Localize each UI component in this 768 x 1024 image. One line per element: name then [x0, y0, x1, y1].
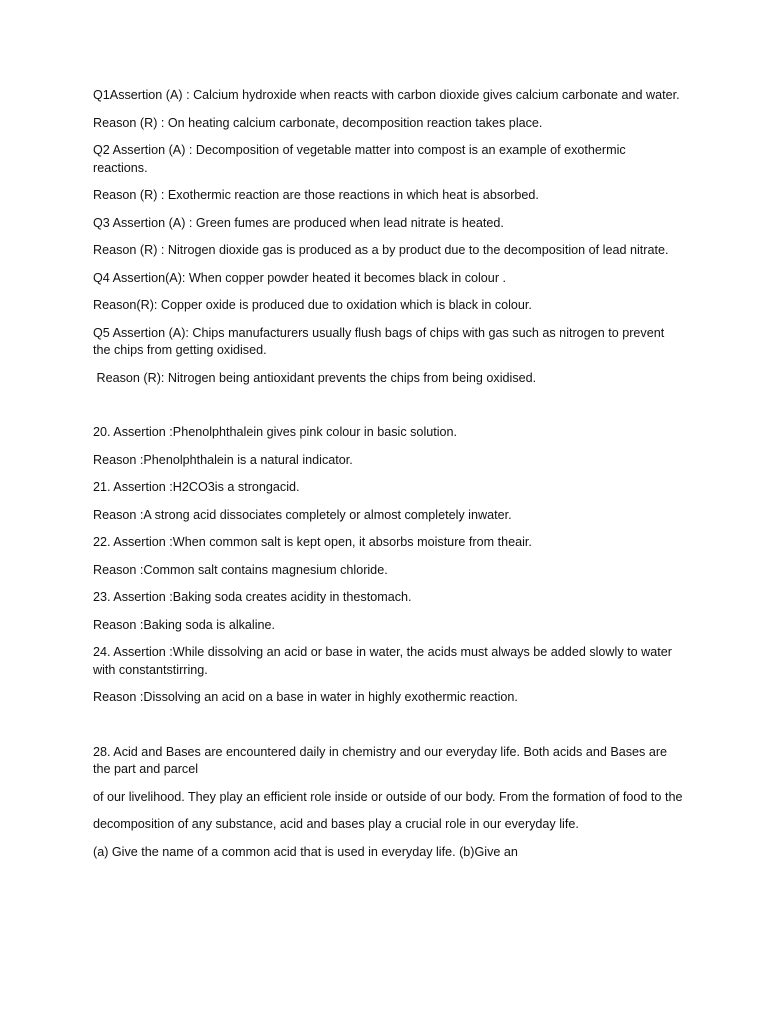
q22-reason: Reason :Common salt contains magnesium chloride.: [93, 562, 388, 577]
section-q1-q5: [93, 87, 683, 387]
q3-reason: Reason (R) : Nitrogen dioxide gas is produced as a by product due to the decomposition of lead nitrate.: [93, 243, 669, 257]
q28-question-a-b: (a) Give the name of a common acid that is used in everyday life. (b)Give an: [93, 844, 518, 859]
q23-reason: Reason :Baking soda is alkaline.: [93, 617, 276, 632]
q21-assertion: 21. Assertion :H2CO3is a strongacid.: [93, 480, 300, 494]
section-q28: [93, 744, 683, 862]
q1-reason: Reason (R) : On heating calcium carbonate, decomposition reaction takes place.: [93, 115, 543, 130]
document-page: [93, 87, 683, 871]
q2-assertion: Q2 Assertion (A) : Decomposition of vegetable matter into compost is an example of exothermic reactions.: [93, 143, 630, 175]
q5-reason: Reason (R): Nitrogen being antioxidant prevents the chips from being oxidised.: [93, 370, 537, 385]
q5-assertion: Q5 Assertion (A): Chips manufacturers usually flush bags of chips with gas such as nitrogen to prevent the chips from getting oxidised.: [93, 325, 668, 357]
section-spacer: [93, 397, 683, 424]
q4-reason: Reason(R): Copper oxide is produced due to oxidation which is black in colour.: [93, 298, 532, 312]
q2-reason: Reason (R) : Exothermic reaction are those reactions in which heat is absorbed.: [93, 188, 539, 202]
section-spacer: [93, 717, 683, 744]
q20-assertion: 20. Assertion :Phenolphthalein gives pink colour in basic solution.: [93, 425, 458, 439]
q24-assertion: 24. Assertion :While dissolving an acid or base in water, the acids must always be added slowly to water with constantstirring.: [93, 645, 676, 677]
q28-paragraph-1: 28. Acid and Bases are encountered daily in chemistry and our everyday life. Both acids and Bases are the part and parcel: [93, 744, 671, 776]
q3-assertion: Q3 Assertion (A) : Green fumes are produced when lead nitrate is heated.: [93, 215, 504, 230]
q23-assertion: 23. Assertion :Baking soda creates acidity in thestomach.: [93, 590, 412, 604]
q21-reason: Reason :A strong acid dissociates completely or almost completely inwater.: [93, 507, 512, 522]
q28-paragraph-2: of our livelihood. They play an efficient role inside or outside of our body. From the formation of food to the: [93, 789, 683, 804]
q4-assertion: Q4 Assertion(A): When copper powder heated it becomes black in colour .: [93, 270, 507, 285]
q1-assertion: Q1Assertion (A) : Calcium hydroxide when reacts with carbon dioxide gives calcium carbonate and water.: [93, 88, 680, 102]
q20-reason: Reason :Phenolphthalein is a natural indicator.: [93, 452, 353, 467]
q22-assertion: 22. Assertion :When common salt is kept open, it absorbs moisture from theair.: [93, 535, 532, 549]
q28-paragraph-3: decomposition of any substance, acid and bases play a crucial role in our everyday life.: [93, 817, 579, 831]
q24-reason: Reason :Dissolving an acid on a base in water in highly exothermic reaction.: [93, 690, 518, 704]
section-q20-q24: [93, 424, 683, 707]
